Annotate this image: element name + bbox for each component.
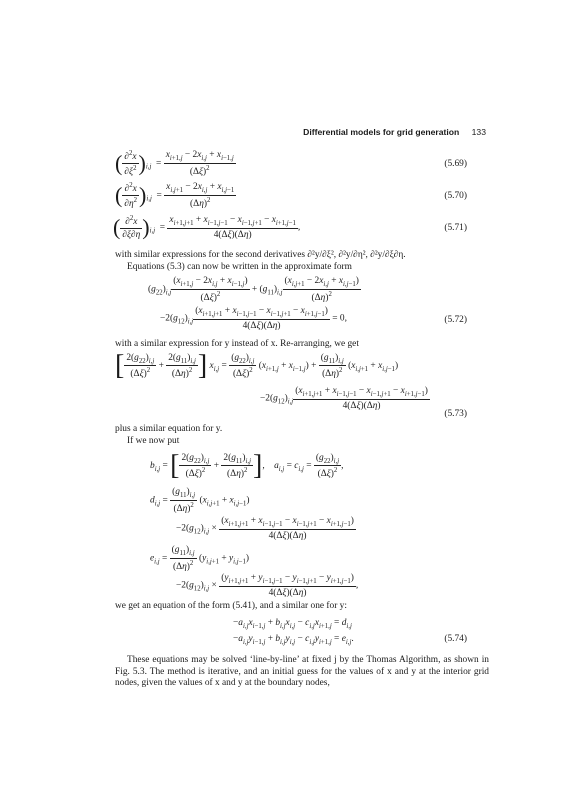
definition-b-a-c: $b_{i,j}$ = [ $\frac{2(g_{22})_{i,j}}{(\Delta\xi)^2}$ + $\frac{2(g_{11})_{i,j}}{(\Delta\eta)^2}$ ], $a_{i,j} = c_{i,j}$ = $\frac{(g_{22})_{i,j}}{(\Delta\xi)^2}$ , [150, 450, 344, 481]
paragraph: Equations (5.3) can now be written in the approximate form [127, 262, 352, 272]
equation-5-73-line1: [ $\frac{2(g_{22})_{i,j}}{(\Delta\xi)^2}$ + $\frac{2(g_{11})_{i,j}}{(\Delta\eta)^2}$ ] $x_{i,j}$ = $\frac{(g_{22})_{i,j}}{(\Delta\xi)^2}$ $(x_{i+1,j} + x_{i-1,j})$ + $\frac{(g_{11})_{i,j}}{(\Delta\eta)^2}$ $(x_{i,j+1} + x_{i,j-1})$ [115, 350, 399, 381]
equation-5-69: ( $\frac{\partial^2x}{\partial\xi^2}$ )$_{i,j}$ = $\frac{x_{i+1,j} - 2x_{i,j} + x_{i-1,j}}{(\Delta\xi)^2}$ [115, 150, 234, 178]
equation-5-72-line1: $(g_{22})_{i,j}$ $\frac{(x_{i+1,j} - 2x_{i,j} + x_{i-1,j})}{(\Delta\xi)^2}$ + $(g_{11})_{i,j}$ $\frac{(x_{i,j+1} - 2x_{i,j} + x_{i,j-1})}{(\Delta\eta)^2}$ [148, 276, 359, 303]
paragraph: we get an equation of the form (5.41), and a similar one for y: [115, 601, 347, 611]
equation-5-71: ( $\frac{\partial^2x}{\partial\xi\partial\eta}$ )$_{i,j}$ = $\frac{x_{i+1,j+1} + x_{i-1,j-1} - x_{i-1,j+1} - x_{i+1,j-1}}{4(\Delta\xi)(\Delta\eta)}$ , [113, 214, 301, 241]
equation-number: (5.74) [444, 634, 467, 644]
header-title: Differential models for grid generation [303, 127, 460, 137]
paragraph: with a similar expression for y instead of x. Re-arranging, we get [115, 339, 359, 349]
paragraph: If we now put [127, 436, 180, 446]
equation-5-74-line2: $-a_{i,j}y_{i-1,j} + b_{i,j}y_{i,j} - c_{i,j}y_{i+1,j} = e_{i,j}$. [233, 634, 354, 646]
equation-number: (5.72) [444, 315, 467, 325]
equation-number: (5.69) [444, 159, 467, 169]
equation-5-70: ( $\frac{\partial^2x}{\partial\eta^2}$ )$_{i,j}$ = $\frac{x_{i,j+1} - 2x_{i,j} + x_{i,j-1}}{(\Delta\eta)^2}$ [115, 182, 235, 210]
definition-d: $d_{i,j}$ = $\frac{(g_{11})_{i,j}}{(\Delta\eta)^2}$ $(x_{i,j+1} + x_{i,j-1})$ [150, 487, 250, 514]
equation-5-72-line2: $-2(g_{12})_{i,j}$ $\frac{(x_{i+1,j+1} + x_{i-1,j-1} - x_{i-1,j+1} - x_{i+1,j-1})}{4(\Delta\xi)(\Delta\eta)}$ = 0, [160, 306, 347, 331]
paragraph: with similar expressions for the second derivatives ∂²y/∂ξ², ∂²y/∂η², ∂²y/∂ξ∂η. [115, 250, 406, 260]
definition-e-line2: $-2(g_{12})_{i,j}$ × $\frac{(y_{i+1,j+1} + y_{i-1,j-1} - y_{i-1,j+1} - y_{i+1,j-1})}{4(\Delta\xi)(\Delta\eta)}$ , [176, 573, 359, 598]
definition-e: $e_{i,j}$ = $\frac{(g_{11})_{i,j}}{(\Delta\eta)^2}$ $(y_{i,j+1} + y_{i,j-1})$ [150, 545, 249, 572]
equation-number: (5.73) [444, 409, 467, 419]
page-number: 133 [471, 127, 486, 137]
running-header [303, 127, 486, 137]
equation-5-74-line1: $-a_{i,j}x_{i-1,j} + b_{i,j}x_{i,j} - c_{i,j}x_{i+1,j} = d_{i,j}$ [233, 618, 352, 630]
paragraph: plus a similar equation for y. [115, 424, 223, 434]
definition-d-line2: $-2(g_{12})_{i,j}$ × $\frac{(x_{i+1,j+1} + x_{i-1,j-1} - x_{i-1,j+1} - x_{i+1,j-1})}{4(\Delta\xi)(\Delta\eta)}$ [176, 516, 354, 541]
equation-number: (5.71) [444, 223, 467, 233]
equation-number: (5.70) [444, 191, 467, 201]
equation-5-73-line2: $-2(g_{12})_{i,j}$ $\frac{(x_{i+1,j+1} + x_{i-1,j-1} - x_{i-1,j+1} - x_{i+1,j-1})}{4(\Delta\xi)(\Delta\eta)}$ [260, 386, 428, 411]
paragraph: These equations may be solved ‘line-by-line’ at fixed j by the Thomas Algorithm, as shown in Fig. 5.3. The method is iterative, and an initial guess for the values of x and y at the interior grid nodes, given the values of x and y at the boundary nodes, [115, 655, 489, 689]
